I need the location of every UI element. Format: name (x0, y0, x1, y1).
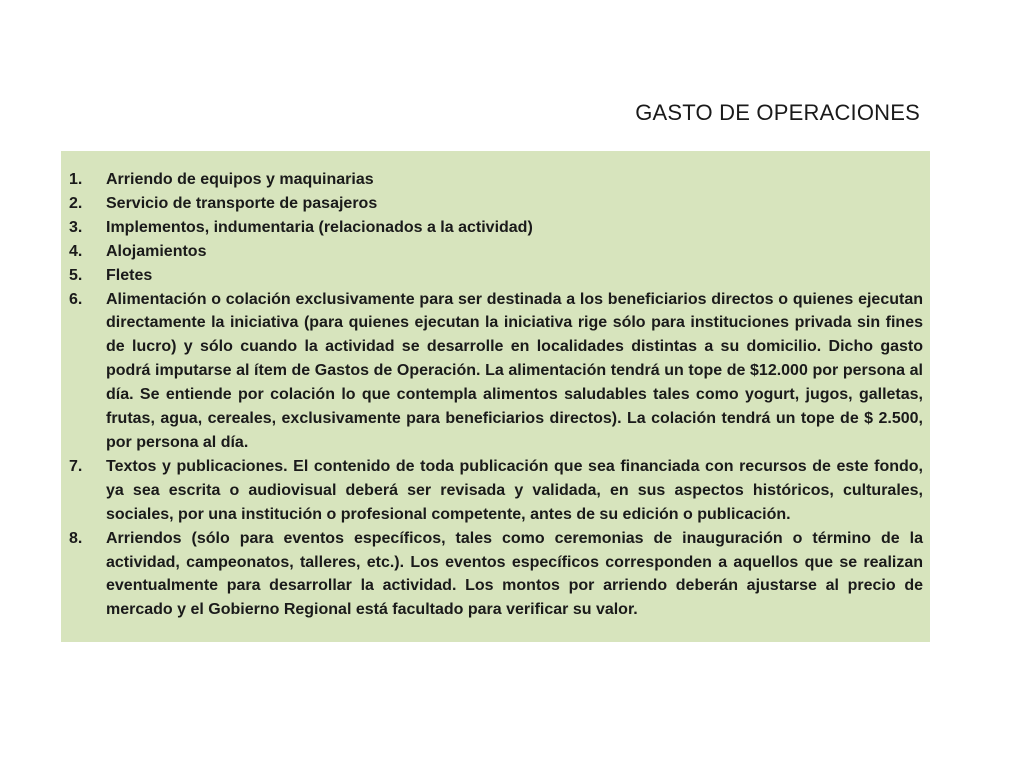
list-item-text: Arriendos (sólo para eventos específicos, tales como ceremonias de inauguración o término de la actividad, campeonatos, talleres, etc.). Los eventos específicos corresponden a aquellos que se realizan eventualmente para desarrollar la actividad. Los montos por arriendo deberán ajustarse al precio de mercado y el Gobierno Regional está facultado para verificar su valor. (106, 529, 923, 619)
list-item (69, 216, 923, 240)
list-item-number: 1. (69, 171, 83, 188)
slide-title: GASTO DE OPERACIONES (635, 100, 920, 125)
list-item-number: 7. (69, 457, 83, 475)
list-item-number: 3. (69, 218, 83, 236)
list-item-number: 5. (69, 266, 83, 284)
list-item (69, 264, 923, 288)
list-item-number: 8. (69, 529, 83, 547)
list-item (69, 240, 923, 264)
content-panel (61, 151, 930, 642)
list-item-text: Alojamientos (106, 242, 207, 260)
expense-list (69, 168, 923, 622)
list-item-text: Arriendo de equipos y maquinarias (106, 171, 374, 188)
list-item-text: Alimentación o colación exclusivamente para ser destinada a los beneficiarios directos o quienes ejecutan directamente la iniciativa (para quienes ejecutan la iniciativa rige sólo para instituciones privada sin fines de lucro) y sólo cuando la actividad se desarrolle en localidades distintas a su domicilio. Dicho gasto podrá imputarse al ítem de Gastos de Operación. La alimentación tendrá un tope de $12.000 por persona al día. Se entiende por colación lo que contempla alimentos saludables tales como yogurt, jugos, galletas, frutas, agua, cereales, exclusivamente para beneficiarios directos). La colación tendrá un tope de $ 2.500, por persona al día. (106, 290, 923, 451)
list-item (69, 527, 923, 623)
list-item-number: 4. (69, 242, 83, 260)
list-item-text: Implementos, indumentaria (relacionados a la actividad) (106, 218, 533, 236)
list-item-text: Textos y publicaciones. El contenido de toda publicación que sea financiada con recursos de este fondo, ya sea escrita o audiovisual deberá ser revisada y validada, en sus aspectos históricos, culturales, sociales, por una institución o profesional competente, antes de su edición o publicación. (106, 457, 923, 523)
list-item-text: Servicio de transporte de pasajeros (106, 194, 378, 212)
list-item-number: 2. (69, 194, 83, 212)
list-item (69, 455, 923, 527)
list-item (69, 288, 923, 455)
list-item (69, 192, 923, 216)
list-item-number: 6. (69, 290, 83, 308)
list-item (69, 168, 923, 192)
list-item-text: Fletes (106, 266, 153, 284)
